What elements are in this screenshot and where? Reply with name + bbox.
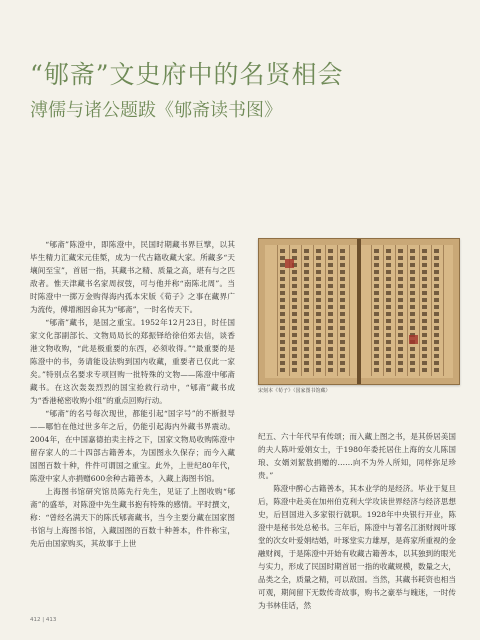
paragraph: 上海图书馆研究馆员陈先行先生，见证了上图收购“郇斋”的盛举，对陈澄中先生藏书抱有特殊的感情。平时撰文，称：“曾经名满天下的陈氏郇斋藏书，当今主要分藏在国家图书馆与上海图书馆，入藏国图的百数十种善本，件件称宝，先后由国家购买，其故事于上世	[30, 487, 235, 548]
paragraph: “郇斋”的名号每次现世，都能引起“国字号”的不断报导——哪怕在他过世多年之后，仍能引起海内外藏书界震动。2004年，在中国嘉德拍卖主持之下，国家文物局收购陈澄中留存家人的二十四部古籍善本，为国图永久保存；而今入藏国图百数十种，件件可谓国之重宝。此外，上世纪80年代，陈澄中家人亦捐赠600余种古籍善本，入藏上海图书馆。	[30, 409, 235, 483]
paragraph: “郇斋”藏书，是国之重宝。1952年12月23日，时任国家文化部副部长、文物局局长的郑振铎给徐伯郊去信，谈香港文物收购，“此是极重要的东西，必须收得。”“最重要的是陈澄中的书，务请能设法购到国内收藏，重要者已仅此一家矣。”特别点名要求专项回购一批特殊的文物——陈澄中郇斋藏书。在这次轰轰烈烈的国宝抢救行动中，“郇斋”藏书成为“香港秘密收购小组”的重点回购行动。	[30, 318, 235, 405]
seal-stamp	[285, 259, 294, 268]
article-column-right	[258, 430, 456, 612]
book-gutter	[357, 239, 361, 384]
page-numbers: 412 | 413	[30, 617, 57, 623]
photo-caption: 宋刻本《荀子》（国家图书馆藏）	[258, 388, 331, 394]
paragraph: “郇斋”陈澄中，即陈澄中，民国时期藏书界巨擘，以其毕生精力汇藏宋元佳椠，成为一代古籍收藏大家。所藏多“天壤间至宝”，首屈一指，其藏书之精、质量之高，堪有与之匹敌者。惟天津藏书名家周叔弢，可与他并称“南陈北周”。当时陈澄中一掷万金购得海内孤本宋版《荀子》之事在藏界广为流传，傅增湘因命其为“郇斋”，一时名传天下。	[30, 240, 235, 314]
article-title: “郇斋”文史府中的名贤相会	[30, 60, 344, 89]
paragraph: 纪五、六十年代早有传颂；而入藏上图之书，是其侨居美国的夫人陈叶爱娟女士，于1980年委托居住上海的女儿陈国琅、女婿刘絜敖捐赠的……向不为外人所知，同样弥足珍贵。”	[258, 432, 456, 480]
book-photo	[258, 238, 460, 385]
paragraph: 陈澄中醉心古籍善本，其本业学的是经济。毕业于复旦后，陈澄中赴美在加州伯克利大学攻读世界经济与经济思想史，后回国进入多家银行就职。1928年中央银行开业，陈澄中是秘书处总秘书。三年后，陈澄中与著名江浙财阀叶琢堂的次女叶爱娟结婚，叶琢堂实力雄厚，是蒋家所重视的金融财阀，于是陈澄中开始有收藏古籍善本，以其独到的眼光与实力，形成了民国时期首屈一指的收藏规模，数量之大，品类之全，质量之精，可以敌国。当然，其藏书耗资也相当可观，期间留下无数传奇故事，购书之豪举与魄迷，一时传为书林佳话，然	[258, 484, 456, 610]
seal-stamp	[409, 335, 418, 344]
article-column-left	[30, 238, 235, 550]
article-subtitle: 溥儒与诸公题跋《郇斋读书图》	[30, 100, 282, 121]
